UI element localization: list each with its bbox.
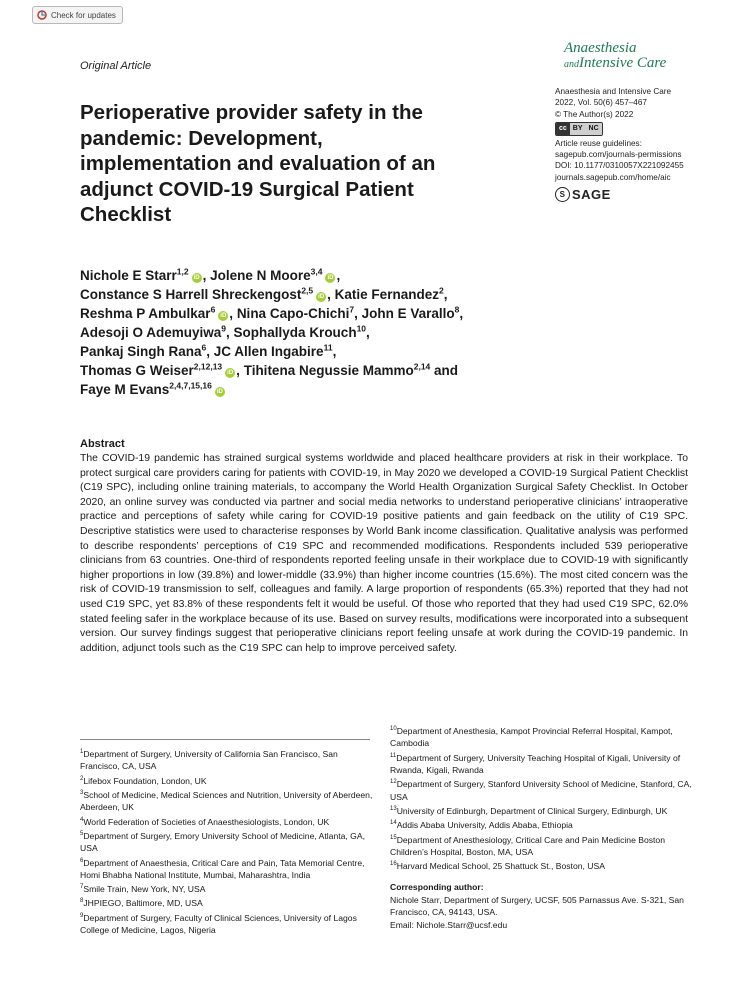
journal-info [555, 86, 740, 202]
author-list: Nichole E Starr$^{1,2}$iD , Jolene N Moore$^{3,4}$iD , Constance S Harrell Shreckengost$^{2,5}$iD , Katie Fernandez$^2$, Reshma P Ambulkar$^6$iD , Nina Capo-Chichi$^7$, John E Varallo$^8$, Adesoji O Ademuyiwa$^9$, Sophallyda Krouch$^{10}$, Pankaj Singh Rana$^6$, JC Allen Ingabire$^{11}$, Thomas G Weiser$^{2,12,13}$iD , Tihitena Negussie Mammo$^{2,14}$ and Faye M Evans$^{2,4,7,15,16}$iD [80, 266, 464, 397]
article-title: Perioperative provider safety in the pandemic: Development, implementation and evaluation of an adjunct COVID-19 Surgical Patient Checklist [80, 101, 436, 226]
journal-logo-line2 [564, 56, 704, 72]
author-affiliation-marker: 2,12,13 [193, 361, 223, 372]
orcid-icon[interactable]: iD [327, 275, 334, 281]
affiliation-number: 3 [80, 789, 84, 796]
affiliation-footnote [390, 776, 700, 803]
affiliation-number: 7 [80, 884, 84, 891]
orcid-icon[interactable]: iD [216, 389, 223, 395]
affiliation-number: 9 [80, 912, 84, 919]
affiliation-text: Department of Surgery, Emory University School of Medicine, Atlanta, GA, USA [80, 830, 365, 854]
author-name: Nichole E Starr [80, 268, 177, 283]
affiliation-number: 10 [390, 726, 397, 732]
author-affiliation-marker: 8 [454, 304, 460, 315]
affiliation-footnote [80, 814, 375, 828]
author-affiliation-marker: 9 [221, 323, 227, 334]
journal-logo[interactable] [564, 41, 704, 72]
author-name: Sophallyda Krouch [233, 325, 357, 340]
check-for-updates-label: Check for updates [51, 10, 116, 20]
affiliation-number: 11 [390, 752, 397, 759]
affiliation-text: Department of Anesthesia, Kampot Provincial Referral Hospital, Kampot, Cambodia [390, 725, 673, 749]
affiliation-number: 8 [80, 898, 84, 905]
affiliation-number: 4 [80, 816, 84, 823]
author-affiliation-marker: 3,4 [310, 266, 323, 277]
author-affiliation-marker: 2 [438, 285, 444, 296]
affiliation-text: Department of Surgery, Faculty of Clinical Sciences, University of Lagos College of Medicine, Lagos, Nigeria [80, 912, 357, 936]
orcid-icon[interactable]: iD [318, 294, 325, 300]
affiliation-text: Harvard Medical School, 25 Shattuck St., Boston, USA [396, 861, 605, 872]
affiliation-number: 6 [80, 857, 84, 864]
abstract-text: The COVID-19 pandemic has strained surgical systems worldwide and placed healthcare providers at risk in their workplace. To protect surgical care providers caring for patients with COVID-19, in May 2020 we developed a COVID-19 Surgical Patient Checklist (C19 SPC), including online training materials, to accompany the World Health Organization Surgical Safety Checklist. In October 2020, an online survey was conducted via partner and social media networks to understand perioperative clinicians’ intraoperative practice and perceptions of safety while caring for COVID-19 positive patients and gain feedback on the utility of C19 SPC. Descriptive statistics were used to characterise responses by World Bank income classification. Qualitative analysis was performed to describe respondents’ perceptions of C19 SPC and recommended modifications. Respondents included 539 perioperative clinicians from 63 countries. One-third of respondents reported feeling unsafe in their workplace due to COVID-19 with significantly higher proportions in low (39.8%) and lower-middle (33.9%) than higher income countries (15.6%). The most cited concern was the risk of COVID-19 transmission to self, colleagues and family. A large proportion of respondents (65.3%) reported that they had not used C19 SPC, yet 83.8% of these respondents felt it would be useful. Of those who reported that they had used C19 SPC, 62.0% stated feeling safer in the workplace because of its use. Based on survey results, modifications were incorporated into a subsequent version. Our survey findings suggest that perioperative clinicians report feeling unsafe at work during the COVID-19 pandemic. In addition, adjunct tools such as the C19 SPC can help to improve perceived safety. [80, 453, 688, 654]
affiliation-footnote [80, 828, 375, 855]
author-name: Tihitena Negussie Mammo [243, 363, 414, 378]
by-icon: BY [570, 123, 586, 135]
author-name: Thomas G Weiser [80, 363, 194, 378]
corresponding-author-address: Nichole Starr, Department of Surgery, UCSF, 505 Parnassus Ave. S-321, San Francisco, CA, 94143, USA. [390, 894, 684, 918]
nc-icon: NC [586, 123, 602, 135]
permissions-link[interactable]: sagepub.com/journals-permissions [555, 150, 682, 160]
affiliation-text: World Federation of Societies of Anaesthesiologists, London, UK [83, 816, 330, 827]
author-name: Jolene N Moore [210, 268, 311, 283]
author-name: John E Varallo [361, 306, 455, 321]
orcid-icon[interactable]: iD [220, 313, 227, 319]
affiliation-footnote [80, 855, 375, 882]
author-affiliation-marker: 2,5 [301, 285, 314, 296]
journal-home-link[interactable]: journals.sagepub.com/home/aic [555, 172, 671, 182]
affiliation-footnote [80, 910, 375, 937]
author-affiliation-marker: 11 [323, 342, 333, 353]
author-name: Constance S Harrell Shreckengost [80, 287, 302, 302]
affiliation-text: Department of Anaesthesia, Critical Care and Pain, Tata Memorial Centre, Homi Bhabha National Institute, Mumbai, Maharashtra, India [80, 857, 365, 880]
affiliation-number: 13 [390, 806, 397, 813]
affiliation-number: 12 [390, 779, 397, 786]
copyright: © The Author(s) 2022 [555, 109, 634, 119]
author-name: Nina Capo-Chichi [236, 306, 350, 321]
cc-license-badge[interactable] [555, 122, 603, 136]
author-name: Pankaj Singh Rana [80, 344, 202, 359]
author-name: Reshma P Ambulkar [80, 306, 211, 321]
affiliation-text: Lifebox Foundation, London, UK [83, 775, 207, 786]
affiliation-footnote [390, 832, 700, 859]
doi[interactable]: DOI: 10.1177/0310057X221092455 [555, 161, 684, 171]
affiliation-footnote [80, 746, 375, 773]
affiliation-footnote [80, 881, 375, 895]
orcid-icon[interactable]: iD [227, 370, 234, 376]
author-affiliation-marker: 6 [201, 342, 207, 353]
author-affiliation-marker: 6 [210, 304, 216, 315]
affiliation-text: Addis Ababa University, Addis Ababa, Ethiopia [396, 820, 573, 831]
corresponding-author-email[interactable]: Email: Nichole.Starr@ucsf.edu [390, 919, 508, 930]
abstract-heading: Abstract [80, 438, 125, 450]
reuse-guidelines-label: Article reuse guidelines: [555, 138, 642, 148]
author-affiliation-marker: 7 [349, 304, 355, 315]
check-for-updates-button[interactable] [32, 6, 123, 24]
affiliation-text: Department of Surgery, Stanford University School of Medicine, Stanford, CA, USA [390, 779, 692, 802]
affiliations-right [390, 723, 700, 931]
refresh-icon [37, 10, 47, 20]
journal-volume: 2022, Vol. 50(6) 457–467 [555, 98, 647, 108]
affiliation-text: School of Medicine, Medical Sciences and Nutrition, University of Aberdeen, Aberdeen, UK [80, 789, 373, 813]
affiliation-text: University of Edinburgh, Department of Clinical Surgery, Edinburgh, UK [396, 805, 668, 816]
affiliation-text: Department of Anesthesiology, Critical Care and Pain Medicine Boston Children’s Hospital, Boston, MA, USA [390, 834, 665, 857]
affiliations-left [80, 746, 375, 936]
affiliation-footnote [390, 803, 700, 817]
author-name: JC Allen Ingabire [213, 344, 324, 359]
sage-logo[interactable] [555, 187, 740, 202]
article-type: Original Article [80, 60, 152, 72]
orcid-icon[interactable]: iD [193, 275, 200, 281]
affiliation-text: Smile Train, New York, NY, USA [83, 884, 206, 895]
affiliations-right-list [390, 723, 700, 872]
journal-logo-line1: Anaesthesia [564, 40, 637, 56]
author-name: Faye M Evans [80, 382, 170, 397]
affiliation-number: 14 [390, 820, 397, 827]
corresponding-author [390, 881, 700, 931]
journal-logo-and: and [564, 59, 579, 70]
affiliation-footnote [80, 773, 375, 787]
author-affiliation-marker: 2,4,7,15,16 [169, 380, 212, 391]
journal-logo-main: Intensive Care [579, 55, 667, 71]
author-name: Katie Fernandez [334, 287, 439, 302]
affiliation-footnote [390, 750, 700, 777]
affiliation-number: 16 [390, 861, 397, 868]
sage-wordmark: SAGE [572, 186, 611, 202]
sage-mark-icon: S [555, 187, 570, 202]
affiliation-footnote [80, 787, 375, 814]
affiliation-footnote [390, 723, 700, 750]
affiliation-text: Department of Surgery, University of California San Francisco, San Francisco, CA, USA [80, 748, 338, 772]
footnote-divider [80, 739, 370, 740]
affiliation-footnote [390, 858, 700, 872]
author-name: Adesoji O Ademuyiwa [80, 325, 222, 340]
journal-name: Anaesthesia and Intensive Care [555, 87, 672, 96]
author-affiliation-marker: 10 [356, 323, 367, 334]
affiliation-footnote [390, 817, 700, 831]
affiliation-number: 1 [80, 749, 84, 755]
affiliation-number: 15 [390, 834, 397, 841]
cc-icon: cc [556, 123, 570, 135]
affiliation-number: 5 [80, 830, 84, 837]
corresponding-author-heading: Corresponding author: [390, 882, 484, 893]
author-affiliation-marker: 2,14 [413, 361, 431, 372]
affiliation-footnote [80, 895, 375, 909]
affiliation-number: 2 [80, 775, 84, 782]
author-affiliation-marker: 1,2 [176, 266, 189, 277]
affiliation-text: JHPIEGO, Baltimore, MD, USA [83, 898, 203, 909]
affiliation-text: Department of Surgery, University Teaching Hospital of Kigali, University of Rwanda, Kigali, Rwanda [390, 752, 681, 775]
